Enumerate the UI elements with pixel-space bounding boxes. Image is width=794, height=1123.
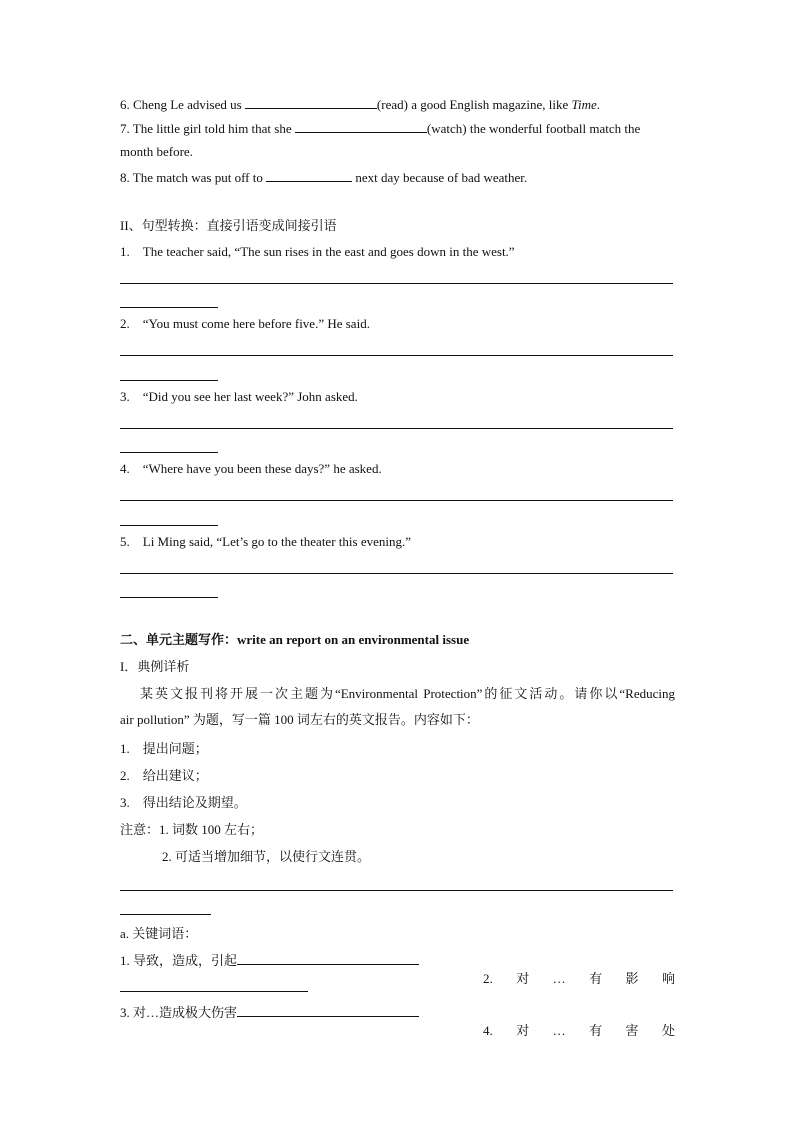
kw4-char: … bbox=[552, 1023, 566, 1038]
answer-line[interactable] bbox=[120, 500, 673, 501]
q6-blank[interactable] bbox=[245, 95, 377, 109]
q8-blank[interactable] bbox=[266, 168, 352, 182]
kw4-char: 有 bbox=[589, 1023, 603, 1038]
keyword-1-label: 1. 导致，造成，引起 bbox=[120, 953, 238, 968]
question-7-cont: month before. bbox=[120, 144, 193, 159]
answer-line[interactable] bbox=[120, 890, 673, 891]
writing-intro-line-1: 某英文报刊将开展一次主题为“Environmental Protection”的征文活动。请你以“Reducing bbox=[140, 686, 675, 701]
transform-item-5: 5. Li Ming said, “Let’s go to the theater this evening.” bbox=[120, 534, 411, 549]
note-2: 2. 可适当增加细节，以使行文连贯。 bbox=[162, 849, 371, 864]
q7-text: 7. The little girl told him that she bbox=[120, 121, 295, 136]
answer-line[interactable] bbox=[120, 428, 673, 429]
answer-line-short[interactable] bbox=[120, 380, 218, 381]
q8-hint: next day because of bad weather. bbox=[352, 170, 528, 185]
kw2-char: 有 bbox=[589, 971, 603, 986]
kw4-char: 处 bbox=[661, 1023, 675, 1038]
answer-line[interactable] bbox=[120, 573, 673, 574]
keyword-2-blank[interactable] bbox=[120, 991, 308, 992]
writing-title-cn: 二、单元主题写作： bbox=[120, 632, 238, 647]
writing-title-en: write an report on an environmental issue bbox=[237, 632, 470, 647]
question-6 bbox=[120, 95, 675, 114]
content-point-2: 2. 给出建议； bbox=[120, 768, 208, 783]
note-1: 注意：1. 词数 100 左右； bbox=[120, 822, 264, 837]
q6-hint: (read) a good English magazine, like bbox=[376, 97, 572, 112]
q6-end: . bbox=[596, 97, 601, 112]
q6-italic: Time bbox=[571, 97, 597, 112]
kw4-num: 4. bbox=[483, 1023, 493, 1038]
keyword-3-label: 3. 对…造成极大伤害 bbox=[120, 1005, 238, 1020]
keyword-row-2 bbox=[120, 1003, 675, 1038]
answer-line[interactable] bbox=[120, 283, 673, 284]
kw2-char: 响 bbox=[661, 971, 675, 986]
answer-line-short[interactable] bbox=[120, 914, 211, 915]
keyword-row-1 bbox=[120, 951, 675, 986]
keyword-4-label bbox=[483, 1022, 675, 1040]
content-point-3: 3. 得出结论及期望。 bbox=[120, 795, 247, 810]
section-ii-title: II、句型转换：直接引语变成间接引语 bbox=[120, 218, 337, 233]
q6-text: 6. Cheng Le advised us bbox=[120, 97, 245, 112]
q7-blank[interactable] bbox=[295, 119, 427, 133]
transform-item-2: 2. “You must come here before five.” He said. bbox=[120, 316, 370, 331]
content-point-1: 1. 提出问题； bbox=[120, 741, 208, 756]
kw2-char: 影 bbox=[625, 971, 639, 986]
kw4-char: 害 bbox=[625, 1023, 639, 1038]
kw2-char: … bbox=[552, 971, 566, 986]
q8-text: 8. The match was put off to bbox=[120, 170, 267, 185]
keyword-2-label bbox=[483, 970, 675, 988]
kw2-num: 2. bbox=[483, 971, 493, 986]
question-8 bbox=[120, 168, 675, 187]
answer-line-short[interactable] bbox=[120, 307, 218, 308]
q7-hint: (watch) the wonderful football match the bbox=[426, 121, 641, 136]
answer-line-short[interactable] bbox=[120, 525, 218, 526]
answer-line-short[interactable] bbox=[120, 452, 218, 453]
transform-item-4: 4. “Where have you been these days?” he asked. bbox=[120, 461, 382, 476]
writing-intro-line-2: air pollution” 为题，写一篇 100 词左右的英文报告。内容如下： bbox=[120, 712, 479, 727]
answer-line-short[interactable] bbox=[120, 597, 218, 598]
transform-item-3: 3. “Did you see her last week?” John asked. bbox=[120, 389, 358, 404]
writing-subtitle: I．典例详析 bbox=[120, 659, 190, 674]
question-7 bbox=[120, 119, 675, 138]
writing-section-title bbox=[120, 631, 675, 649]
keywords-title: a. 关键词语： bbox=[120, 926, 198, 941]
keyword-3-blank[interactable] bbox=[237, 1003, 419, 1017]
kw4-char: 对 bbox=[516, 1023, 530, 1038]
kw2-char: 对 bbox=[516, 971, 530, 986]
keyword-1-blank[interactable] bbox=[237, 951, 419, 965]
answer-line[interactable] bbox=[120, 355, 673, 356]
transform-item-1: 1. The teacher said, “The sun rises in the east and goes down in the west.” bbox=[120, 244, 515, 259]
